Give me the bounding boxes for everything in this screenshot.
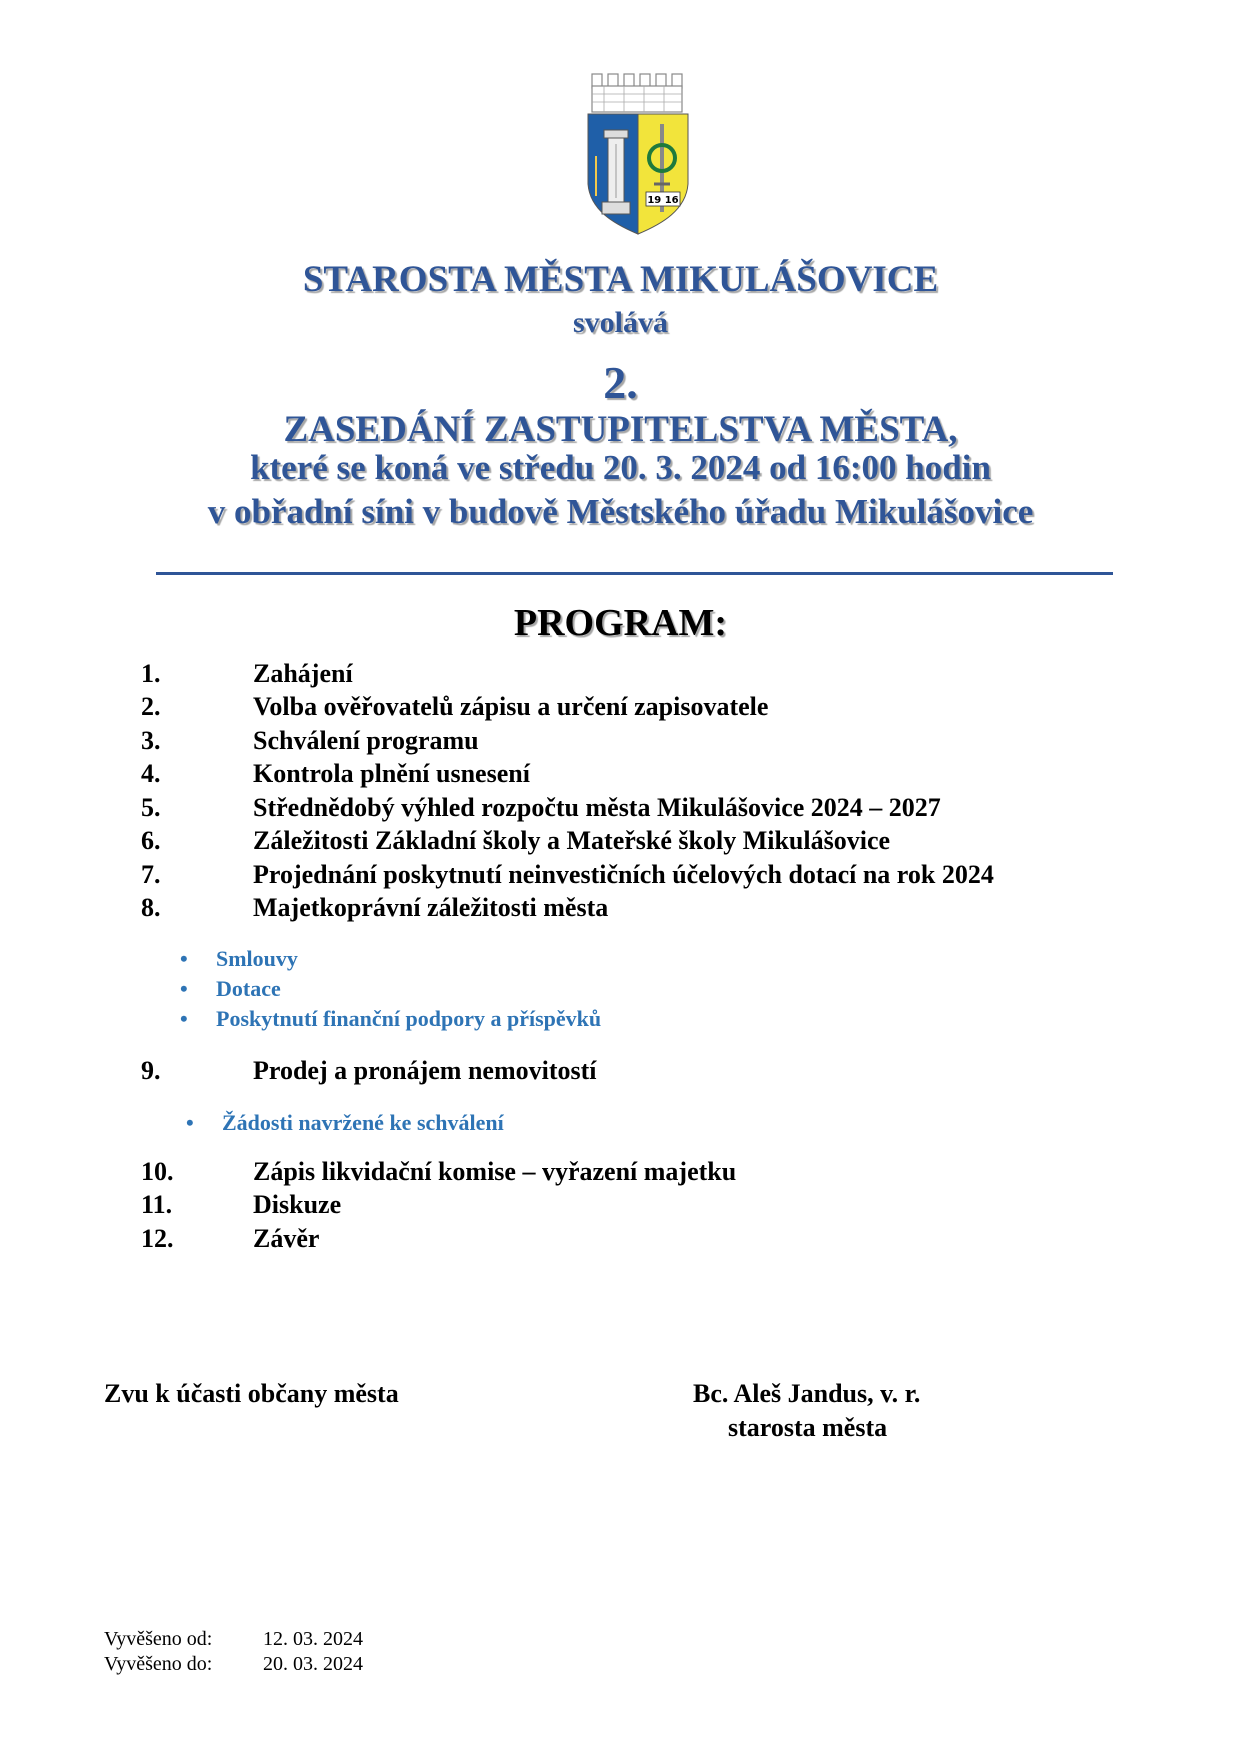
posted-to-date: 20. 03. 2024 xyxy=(263,1653,363,1675)
list-item xyxy=(0,1157,1241,1189)
item-number: 9. xyxy=(141,1056,161,1085)
header-title: STAROSTA MĚSTA MIKULÁŠOVICE xyxy=(302,259,939,300)
posted-from-date: 12. 03. 2024 xyxy=(263,1628,363,1650)
list-item xyxy=(0,793,1241,825)
invitation-text: Zvu k účasti občany města xyxy=(104,1379,399,1408)
item-number: 12. xyxy=(141,1224,174,1253)
bullet-icon: • xyxy=(180,1006,188,1031)
list-item xyxy=(0,893,1241,925)
item-text: Projednání poskytnutí neinvestičních účelových dotací na rok 2024 xyxy=(253,860,994,889)
item-number: 3. xyxy=(141,726,161,755)
sub-item-text: Žádosti navržené ke schválení xyxy=(222,1110,504,1135)
coat-of-arms xyxy=(584,72,692,238)
item-number: 7. xyxy=(141,860,161,889)
posted-from-label: Vyvěšeno od: xyxy=(104,1628,213,1650)
sub-item-text: Smlouvy xyxy=(216,946,298,971)
bullet-icon: • xyxy=(186,1110,194,1135)
list-item xyxy=(0,1224,1241,1256)
list-item xyxy=(0,860,1241,892)
sub-item-text: Dotace xyxy=(216,976,281,1001)
program-title: PROGRAM: xyxy=(513,602,728,644)
list-item xyxy=(0,759,1241,791)
session-title: ZASEDÁNÍ ZASTUPITELSTVA MĚSTA, xyxy=(283,409,958,450)
item-number: 4. xyxy=(141,759,161,788)
svg-text:19 16: 19 16 xyxy=(647,195,679,206)
header-convenes: svolává xyxy=(572,306,668,339)
item-number: 2. xyxy=(141,692,161,721)
item-number: 11. xyxy=(141,1190,173,1219)
signer-name: Bc. Aleš Jandus, v. r. xyxy=(693,1379,921,1408)
item-number: 10. xyxy=(141,1157,174,1186)
item-text: Zahájení xyxy=(253,659,353,688)
list-item xyxy=(0,726,1241,758)
item-text: Záležitosti Základní školy a Mateřské školy Mikulášovice xyxy=(253,826,891,855)
divider xyxy=(156,572,1113,575)
list-item xyxy=(0,826,1241,858)
item-text: Závěr xyxy=(253,1224,320,1253)
list-item xyxy=(0,1190,1241,1222)
item-number: 1. xyxy=(141,659,161,688)
session-place: v obřadní síni v budově Městského úřadu Mikulášovice xyxy=(207,492,1034,531)
item-number: 6. xyxy=(141,826,161,855)
sub-item-text: Poskytnutí finanční podpory a příspěvků xyxy=(216,1006,602,1031)
item-text: Volba ověřovatelů zápisu a určení zapisovatele xyxy=(253,692,769,721)
item-number: 8. xyxy=(141,893,161,922)
bullet-icon: • xyxy=(180,946,188,971)
item-text: Střednědobý výhled rozpočtu města Mikulášovice 2024 – 2027 xyxy=(253,793,941,822)
session-datetime: které se koná ve středu 20. 3. 2024 od 16:00 hodin xyxy=(250,448,991,487)
item-text: Prodej a pronájem nemovitostí xyxy=(253,1056,597,1085)
list-item xyxy=(0,659,1241,691)
posted-to-label: Vyvěšeno do: xyxy=(104,1653,213,1675)
item-text: Diskuze xyxy=(253,1190,342,1219)
item-text: Schválení programu xyxy=(253,726,479,755)
item-text: Majetkoprávní záležitosti města xyxy=(253,893,609,922)
item-number: 5. xyxy=(141,793,161,822)
list-item xyxy=(0,1056,1241,1088)
bullet-icon: • xyxy=(180,976,188,1001)
signer-title: starosta města xyxy=(728,1413,888,1442)
list-item xyxy=(0,692,1241,724)
item-text: Kontrola plnění usnesení xyxy=(253,759,530,788)
session-number: 2. xyxy=(603,357,638,408)
item-text: Zápis likvidační komise – vyřazení majetku xyxy=(253,1157,737,1186)
